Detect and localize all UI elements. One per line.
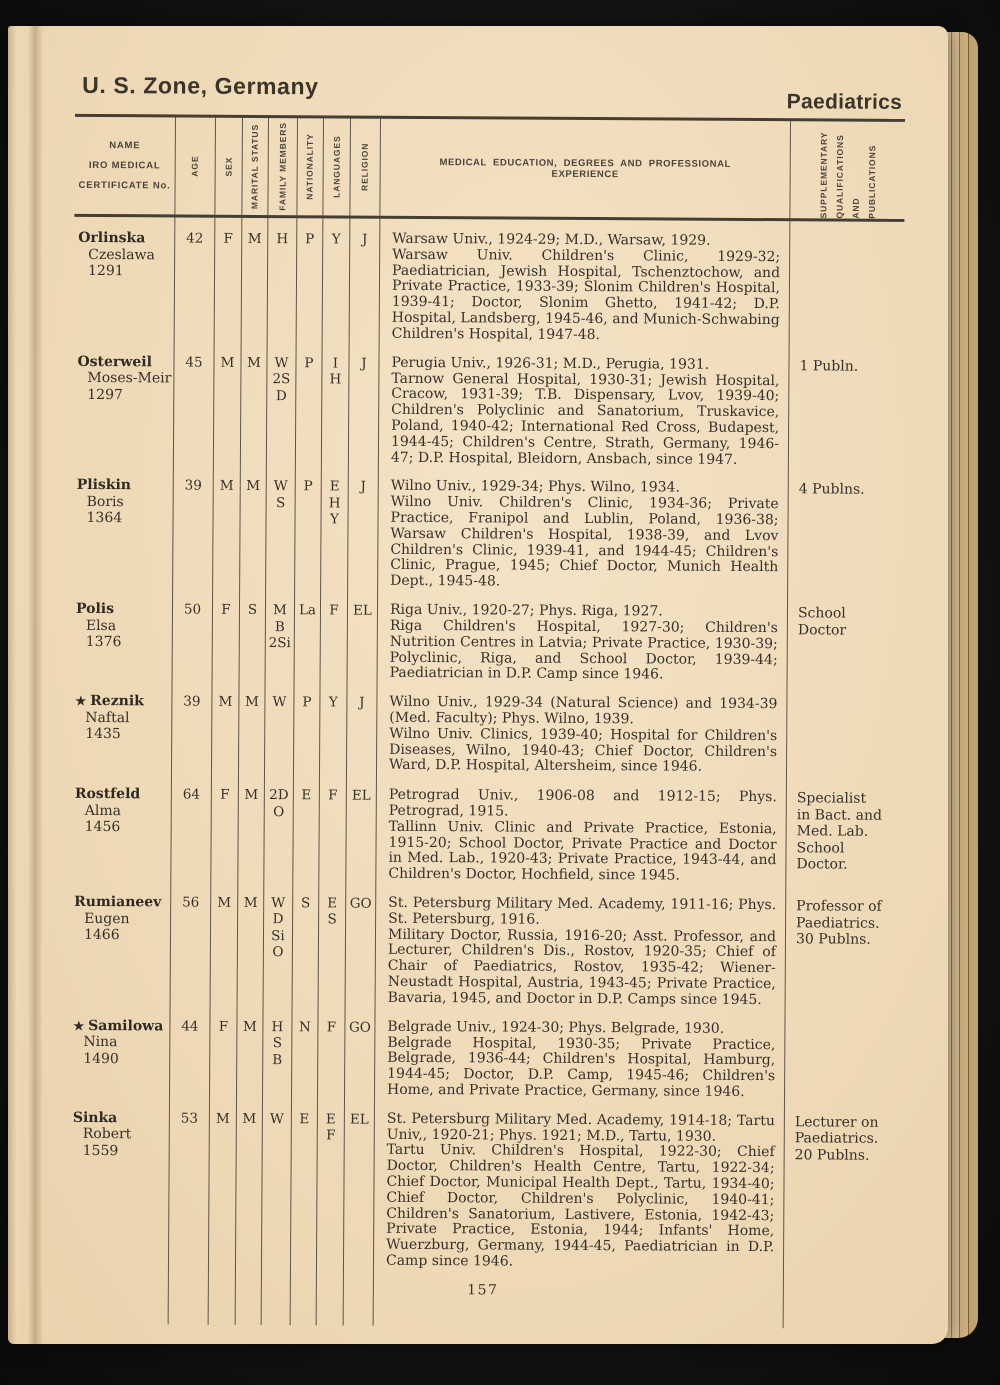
cell-marital-status: M	[240, 342, 267, 466]
surname: Rostfeld	[74, 785, 141, 803]
cell-marital-status: M	[241, 218, 268, 342]
cell-age: 53	[168, 1097, 209, 1324]
cell-supplementary: School Doctor	[787, 592, 903, 685]
table-row	[70, 773, 901, 886]
professional-experience: Warsaw Univ. Children's Clinic, 1929-32; Paediatrician, Jewish Hospital, Tschenztochow, and Private Practice, 1933-39; Slonim Children's Hospital, 1939-41; Doctor, Slonim Ghetto, 1941-42; D.P. Hospital, Landsberg, 1945-46, and Munich-Schwabing Children's Hospital, 1947-48.	[391, 246, 781, 343]
given-name: Robert	[82, 1126, 132, 1143]
given-name: Alma	[84, 802, 122, 819]
header-family-label: FAMILY MEMBERS	[277, 122, 288, 211]
certificate-number: 1297	[87, 386, 123, 403]
cell-languages: E S	[318, 882, 346, 1006]
cell-religion: J	[349, 219, 380, 343]
cell-education	[378, 342, 789, 468]
cell-age: 39	[172, 465, 213, 589]
header-name-line1: NAME	[109, 140, 141, 152]
professional-experience: Military Doctor, Russia, 1916-20; Asst. Professor, and Lecturer, Children's Dis., Rostov, 1920-35; Chief of Chair of Paediatrics, Rostov, 1935-42; Wiener-Neustadt Hospital, Austria, 1943-45; Private Practice, Bavaria, 1945, and Doctor in D.P. Camps since 1945.	[387, 926, 777, 1008]
cell-family-members: W 2S D	[266, 342, 296, 466]
header-marital-status	[241, 118, 268, 215]
cell-sex: M	[211, 681, 239, 774]
table-header-row	[74, 114, 905, 222]
cell-religion: J	[346, 682, 377, 775]
cell-age: 64	[170, 774, 211, 882]
directory-table	[68, 114, 905, 1329]
education-degrees: Wilno Univ., 1929-34 (Natural Science) and 1934-39 (Med. Faculty); Phys. Wilno, 1939.	[389, 693, 778, 728]
certificate-number: 1364	[86, 510, 123, 527]
cell-supplementary: 1 Publn.	[788, 345, 904, 469]
header-nationality-label: NATIONALITY	[304, 133, 316, 201]
cell-name	[70, 773, 171, 881]
table-row	[73, 341, 904, 470]
header-education: MEDICAL EDUCATION, DEGREES AND PROFESSIONAL EXPERIENCE	[379, 119, 790, 219]
cell-supplementary	[786, 684, 902, 778]
cell-family-members: H S B	[262, 1006, 292, 1098]
certificate-number: 1559	[82, 1142, 119, 1159]
cell-marital-status: S	[239, 589, 266, 681]
header-religion	[349, 119, 380, 216]
cell-sex: F	[214, 218, 242, 342]
cell-sex: M	[213, 341, 241, 465]
surname: Orlinska	[78, 229, 146, 247]
given-name: Moses-Meir	[87, 370, 172, 387]
cell-languages: F	[317, 1006, 345, 1098]
page-number: 157	[467, 1282, 499, 1299]
cell-family-members: H	[267, 218, 297, 342]
page-title: U. S. Zone, Germany	[82, 71, 319, 100]
education-degrees: St. Petersburg Military Med. Academy, 1914-18; Tartu Univ,, 1920-21; Phys. 1921; M.D., Tartu, 1930.	[386, 1110, 775, 1145]
table-row	[72, 588, 903, 685]
header-languages	[322, 118, 350, 215]
cell-sex: F	[209, 1005, 237, 1097]
education-degrees: Belgrade Univ., 1924-30; Phys. Belgrade, 1930.	[387, 1018, 725, 1037]
certificate-number: 1490	[83, 1050, 119, 1067]
cell-marital-status: M	[235, 1098, 262, 1325]
cell-name	[73, 341, 174, 465]
cell-religion: EL	[345, 775, 376, 883]
professional-experience: Riga Children's Hospital, 1927-30; Children's Nutrition Centres in Latvia; Private Practice, 1930-39; Polyclinic, Riga, and School Doctor, 1939-44; Paediatrician in D.P. Camp since 1946.	[389, 617, 778, 683]
cell-religion: EL	[347, 590, 378, 682]
table-row	[69, 1005, 900, 1102]
cell-supplementary: 4 Publns.	[787, 469, 903, 593]
page-content	[1, 25, 949, 1349]
cell-age: 45	[173, 341, 214, 465]
cell-family-members: W D Si O	[263, 882, 293, 1006]
cell-supplementary	[789, 221, 905, 345]
cell-supplementary: Professor of Paediatrics. 30 Publns.	[785, 885, 901, 1009]
surname: Pliskin	[76, 477, 132, 494]
surname: Reznik	[90, 693, 144, 710]
header-sex-label: SEX	[223, 156, 234, 177]
cell-age: 42	[174, 217, 215, 341]
cell-marital-status: M	[239, 465, 266, 589]
given-name: Naftal	[85, 709, 130, 726]
cell-supplementary: Lecturer on Paediatrics. 20 Publns.	[783, 1101, 899, 1329]
header-supplementary	[789, 121, 905, 219]
cell-age: 50	[172, 589, 213, 681]
surname: Polis	[75, 600, 115, 618]
professional-experience: Tartu Univ. Children's Hospital, 1922-30; Chief Doctor, Children's Health Centre, Tartu, 1922-34; Chief Doctor, Municipal Health Dept., Tartu, 1934-40; Chief Doctor, Children's Polyclinic, 1940-41; Children's Sanatorium, Lastivere, Estonia, 1942-43; Private Practice, Estonia, 1944; Infants' Home, Wuerzburg, Germany, 1944-45, Paediatrician in D.P. Camp since 1946.	[385, 1142, 775, 1270]
star-icon: ★	[73, 1018, 85, 1033]
professional-experience: Wilno Univ. Children's Clinic, 1934-36; Private Practice, Franipol and Lublin, Poland, 1936-38; Warsaw Children's Hospital, 1938-39, and Lvov Children's Clinic, 1939-41, and 1944-45; Children's Clinic, Prague, 1945; Chief Doctor, Munich Health Dept., 1945-48.	[390, 493, 779, 590]
cell-languages: Y	[319, 681, 347, 774]
header-name	[74, 117, 175, 215]
certificate-number: 1466	[83, 926, 120, 944]
education-degrees: Riga Univ., 1920-27; Phys. Riga, 1927.	[389, 601, 663, 620]
header-name-line2: IRO MEDICAL	[88, 159, 161, 172]
given-name: Elsa	[85, 617, 117, 634]
cell-marital-status: M	[236, 1006, 263, 1098]
header-age	[174, 117, 215, 214]
education-degrees: St. Petersburg Military Med. Academy, 1911-16; Phys. St. Petersburg, 1916.	[388, 894, 777, 928]
cell-name	[72, 464, 173, 588]
header-languages-label: LANGUAGES	[331, 135, 342, 199]
cell-marital-status: M	[238, 681, 265, 774]
table-row	[72, 464, 903, 593]
surname: Samilowa	[88, 1017, 164, 1035]
cell-sex: M	[212, 465, 240, 589]
surname: Osterweil	[77, 353, 152, 371]
cell-family-members: W S	[265, 465, 295, 589]
cell-nationality: P	[293, 681, 320, 774]
certificate-number: 1376	[85, 634, 122, 651]
table-row	[74, 217, 905, 346]
education-degrees: Warsaw Univ., 1924-29; M.D., Warsaw, 1929.	[392, 230, 711, 249]
header-age-label: AGE	[190, 155, 201, 177]
cell-marital-status: M	[237, 882, 264, 1006]
cell-languages: E F	[316, 1098, 344, 1325]
cell-name	[71, 680, 172, 774]
cell-languages: E H Y	[320, 466, 348, 590]
cell-languages: I H	[321, 342, 349, 466]
cell-family-members: M B 2Si	[265, 589, 295, 681]
cell-nationality: P	[295, 342, 322, 466]
book-page	[8, 26, 948, 1344]
cell-education	[377, 590, 788, 685]
certificate-number: 1435	[85, 726, 121, 743]
cell-education	[374, 1006, 785, 1101]
cell-age: 56	[170, 881, 211, 1005]
header-sex	[214, 118, 242, 215]
cell-religion: GO	[345, 883, 376, 1007]
cell-supplementary	[784, 1009, 900, 1102]
cell-education	[377, 466, 788, 592]
given-name: Nina	[83, 1034, 118, 1051]
table-row	[70, 881, 901, 1010]
given-name: Eugen	[84, 910, 130, 927]
cell-supplementary: Specialist in Bact. and Med. Lab. School Doctor.	[785, 777, 901, 886]
cell-sex: F	[210, 774, 238, 882]
header-name-line3: CERTIFICATE No.	[78, 179, 171, 192]
section-title: Paediatrics	[786, 90, 903, 114]
cell-nationality: P	[294, 466, 321, 590]
cell-name	[70, 881, 171, 1005]
surname: Sinka	[72, 1109, 118, 1126]
cell-age: 44	[169, 1005, 210, 1097]
cell-religion: J	[347, 466, 378, 590]
cell-languages: F	[318, 774, 346, 882]
education-degrees: Petrograd Univ., 1906-08 and 1912-15; Phys. Petrograd, 1915.	[388, 786, 777, 820]
header-religion-label: RELIGION	[359, 142, 371, 192]
given-name: Czeslawa	[88, 246, 155, 263]
table-row	[71, 680, 902, 778]
certificate-number: 1291	[88, 262, 124, 280]
cell-family-members: 2D O	[263, 774, 293, 882]
cell-age: 39	[171, 681, 212, 774]
cell-name	[69, 1005, 170, 1098]
cell-name	[72, 588, 173, 681]
cell-religion: GO	[344, 1006, 375, 1098]
education-degrees: Wilno Univ., 1929-34; Phys. Wilno, 1934.	[390, 478, 680, 496]
professional-experience: Tarnow General Hospital, 1930-31; Jewish Hospital, Cracow, 1931-39; T.B. Dispensary, Lvov, 1939-40; Children's Polyclinic and Sanatorium, Truskavice, Poland, 1940-42; International Red Cross, Budapest, 1944-45; Children's Centre, Strath, Germany, 1946-47; D.P. Hospital, Bleidorn, Ansbach, since 1947.	[390, 370, 780, 468]
header-marital-label: MARITAL STATUS	[249, 123, 261, 210]
professional-experience: Belgrade Hospital, 1930-35; Private Practice, Belgrade, 1936-44; Children's Hospital, Hamburg, 1944-45; Doctor, D.P. Camp, 1945-46; Children's Home, and Private Practice, Germany, since 1946.	[387, 1034, 776, 1100]
given-name: Boris	[86, 493, 124, 511]
cell-nationality: La	[294, 589, 321, 681]
cell-education	[375, 775, 786, 885]
education-degrees: Perugia Univ., 1926-31; M.D., Perugia, 1931.	[391, 354, 710, 373]
cell-education	[376, 682, 787, 778]
professional-experience: Tallinn Univ. Clinic and Private Practice, Estonia, 1915-20; School Doctor, Private Practice and Doctor in Med. Lab., 1920-43; Private Practice, 1943-44, and Children's Doctor, Hochfield, since 1945.	[388, 818, 777, 884]
star-icon: ★	[75, 693, 87, 709]
cell-marital-status: M	[237, 774, 264, 882]
cell-nationality: N	[291, 1006, 318, 1098]
cell-nationality: E	[290, 1098, 317, 1325]
cell-religion: EL	[343, 1098, 374, 1325]
professional-experience: Wilno Univ. Clinics, 1939-40; Hospital for Children's Diseases, Wilno, 1940-43; Chief Doctor, Children's Ward, D.P. Hospital, Altersheim, since 1946.	[388, 725, 778, 776]
cell-education	[379, 219, 790, 345]
cell-languages: F	[320, 589, 348, 681]
cell-languages: Y	[322, 218, 350, 342]
cell-name	[74, 217, 175, 341]
cell-nationality: E	[292, 774, 319, 882]
cell-family-members: W	[264, 681, 294, 774]
header-family-members	[267, 118, 297, 215]
header-supplementary-label: SUPPLEMENTARY QUALIFICATIONS AND PUBLICATIONS	[818, 131, 877, 219]
cell-education	[375, 883, 786, 1009]
cell-nationality: P	[296, 218, 323, 342]
cell-sex: F	[212, 589, 240, 681]
cell-nationality: S	[292, 882, 319, 1006]
certificate-number: 1456	[84, 819, 121, 836]
surname: Rumianeev	[74, 893, 162, 911]
header-nationality	[296, 118, 323, 215]
cell-family-members: W	[261, 1098, 291, 1325]
cell-religion: J	[348, 342, 379, 466]
cell-sex: M	[208, 1097, 236, 1324]
cell-sex: M	[210, 882, 238, 1006]
